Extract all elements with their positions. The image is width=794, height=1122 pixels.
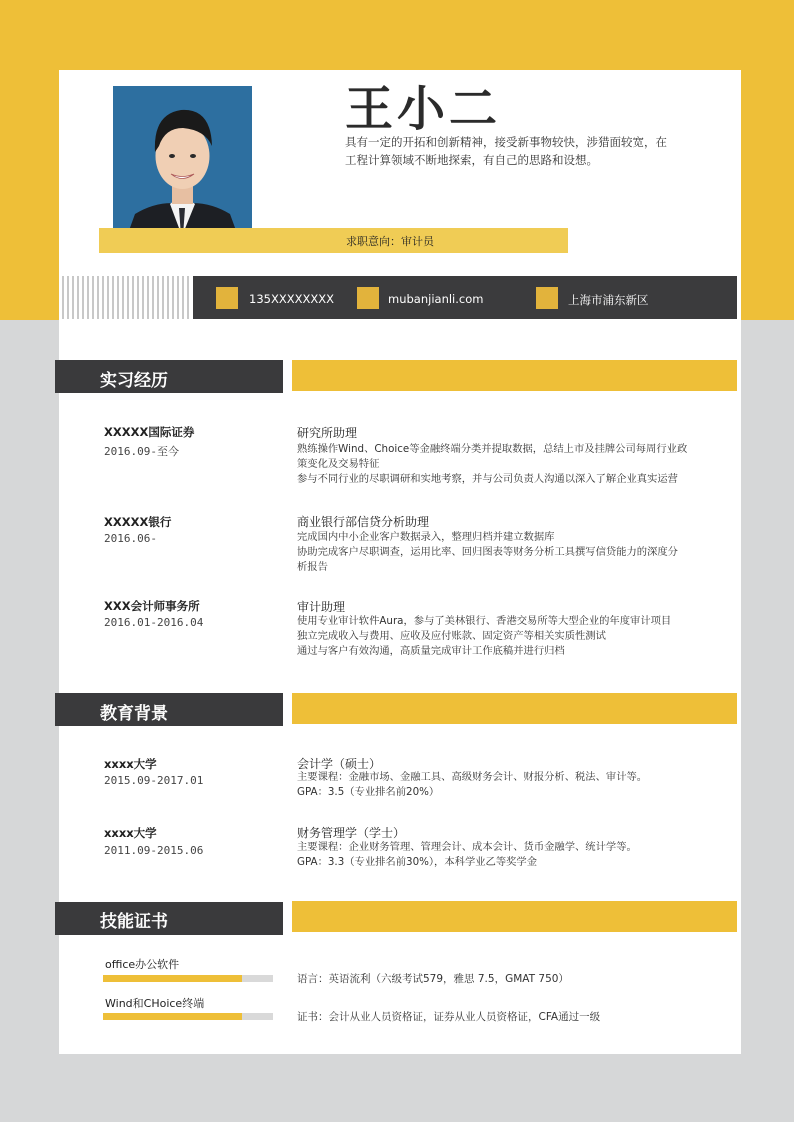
description-line: 主要课程：企业财务管理、管理会计、成本会计、货币金融学、统计学等。	[297, 841, 637, 853]
education-degree: 财务管理学（学士）	[297, 826, 406, 840]
internship-header-block	[55, 360, 283, 393]
description-line: 参与不同行业的尽职调研和实地考察，并与公司负责人沟通以深入了解企业真实运营	[297, 473, 678, 485]
description-line: 使用专业审计软件Aura，参与了美林银行、香港交易所等大型企业的年度审计项目	[297, 615, 672, 627]
education-header-bar	[292, 693, 737, 724]
education-section-title: 教育背景	[100, 704, 168, 724]
skill-level-bar	[103, 975, 273, 982]
decorative-stripes	[62, 276, 190, 319]
internship-date: 2016.09-至今	[104, 445, 179, 458]
contact-website[interactable]: mubanjianli.com	[388, 292, 484, 306]
internship-header-bar	[292, 360, 737, 391]
description-line: 通过与客户有效沟通，高质量完成审计工作底稿并进行归档	[297, 645, 565, 657]
skill-level-bar	[103, 1013, 273, 1020]
education-date: 2015.09-2017.01	[104, 774, 204, 787]
education-description	[297, 840, 697, 870]
skill-label: office办公软件	[105, 958, 180, 971]
description-line: 熟练操作Wind、Choice等金融终端分类并提取数据，总结上市及挂牌公司每周行业政	[297, 443, 688, 455]
website-icon	[357, 287, 379, 309]
description-line: 主要课程：金融市场、金融工具、高级财务会计、财报分析、税法、审计等。	[297, 771, 648, 783]
education-description	[297, 770, 697, 800]
contact-phone: 135XXXXXXXX	[249, 292, 334, 306]
description-line: 独立完成收入与费用、应收及应付账款、固定资产等相关实质性测试	[297, 630, 606, 642]
internship-description	[297, 442, 697, 487]
skill-level-fill	[103, 975, 242, 982]
skill-level-fill	[103, 1013, 242, 1020]
internship-role: 研究所助理	[297, 426, 358, 440]
education-header-block	[55, 693, 283, 726]
skill-label: Wind和CHoice终端	[105, 997, 205, 1010]
description-line: 协助完成客户尽职调查，运用比率、回归图表等财务分析工具撰写信贷能力的深度分	[297, 546, 678, 558]
internship-description	[297, 614, 697, 659]
language-skill: 语言：英语流利（六级考试579，雅思 7.5，GMAT 750）	[297, 973, 569, 985]
candidate-name: 王小二	[345, 81, 502, 137]
profile-summary: 具有一定的开拓和创新精神，接受新事物较快，涉猎面较宽，在工程计算领域不断地探索，有自己的思路和设想。	[345, 135, 667, 167]
description-line: GPA：3.5（专业排名前20%）	[297, 786, 440, 798]
job-intent: 求职意向：审计员	[346, 235, 434, 248]
education-degree: 会计学（硕士）	[297, 757, 382, 771]
profile-photo	[113, 86, 252, 247]
internship-org: XXX会计师事务所	[104, 599, 200, 613]
education-date: 2011.09-2015.06	[104, 844, 204, 857]
internship-date: 2016.01-2016.04	[104, 616, 204, 629]
internship-org: XXXXX国际证券	[104, 425, 195, 439]
education-school: xxxx大学	[104, 826, 157, 840]
internship-role: 审计助理	[297, 600, 346, 614]
skills-header-bar	[292, 901, 737, 932]
internship-date: 2016.06-	[104, 532, 157, 545]
internship-org: XXXXX银行	[104, 515, 172, 529]
job-intent-bar	[99, 228, 568, 253]
certificates: 证书：会计从业人员资格证，证券从业人员资格证，CFA通过一级	[297, 1011, 601, 1023]
description-line: 析报告	[297, 561, 328, 573]
description-line: 完成国内中小企业客户数据录入，整理归档并建立数据库	[297, 531, 555, 543]
internship-description	[297, 530, 697, 575]
description-line: GPA：3.3（专业排名前30%），本科学业乙等奖学金	[297, 856, 538, 868]
phone-icon	[216, 287, 238, 309]
skills-section-title: 技能证书	[100, 912, 168, 932]
internship-role: 商业银行部信贷分析助理	[297, 515, 430, 529]
skills-header-block	[55, 902, 283, 935]
contact-address: 上海市浦东新区	[568, 293, 649, 307]
description-line: 策变化及交易特征	[297, 458, 380, 470]
education-school: xxxx大学	[104, 757, 157, 771]
internship-section-title: 实习经历	[100, 371, 168, 391]
location-icon	[536, 287, 558, 309]
